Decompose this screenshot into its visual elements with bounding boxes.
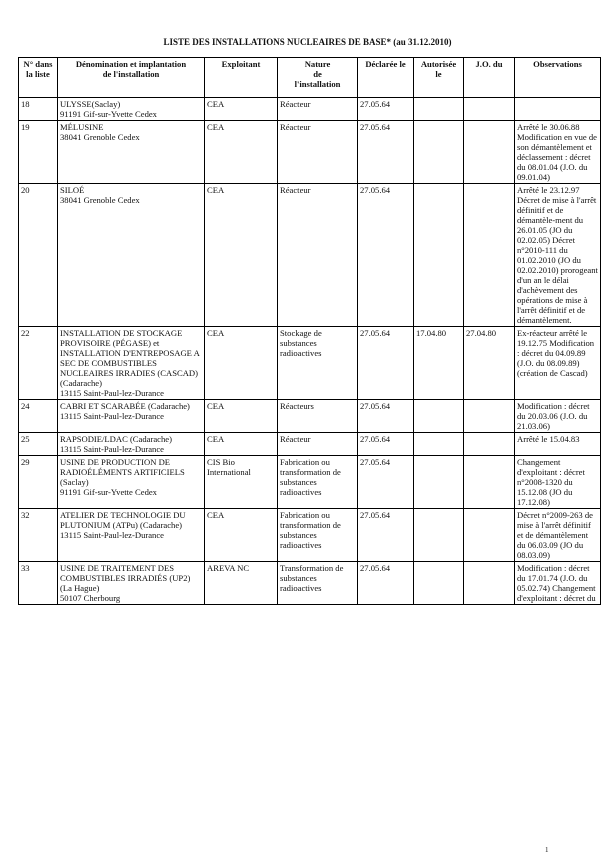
- cell-num: 29: [19, 456, 58, 509]
- cell-autorisee: [414, 509, 464, 562]
- table-row: [19, 433, 601, 456]
- cell-declaree: 27.05.64: [358, 456, 414, 509]
- table-body: [19, 98, 601, 605]
- table-row: [19, 400, 601, 433]
- cell-denomination: RAPSODIE/LDAC (Cadarache) 13115 Saint-Paul-lez-Durance: [58, 433, 205, 456]
- table-row: [19, 98, 601, 121]
- table-row: [19, 184, 601, 327]
- cell-observations: Modification : décret du 17.01.74 (J.O. du 05.02.74) Changement d'exploitant : décret du: [515, 562, 601, 605]
- cell-nature: Réacteur: [278, 184, 358, 327]
- cell-observations: Arrêté le 23.12.97 Décret de mise à l'arrêt définitif et de démantèle-ment du 26.01.05 (JO du 02.02.05) Décret n°2010-111 du 01.02.2010 (JO du 02.02.2010) prorogeant d'un an le délai d'achèvement des opérations de mise à l'arrêt définitif et de démantèlement.: [515, 184, 601, 327]
- header-declaree: Déclarée le: [358, 58, 414, 98]
- header-nature: Nature de l'installation: [278, 58, 358, 98]
- cell-observations: Modification : décret du 20.03.06 (J.O. du 21.03.06): [515, 400, 601, 433]
- cell-observations: Arrêté le 15.04.83: [515, 433, 601, 456]
- cell-declaree: 27.05.64: [358, 400, 414, 433]
- cell-autorisee: [414, 98, 464, 121]
- installations-table: [18, 57, 601, 605]
- cell-num: 25: [19, 433, 58, 456]
- header-exploitant: Exploitant: [205, 58, 278, 98]
- cell-denomination: INSTALLATION DE STOCKAGE PROVISOIRE (PÉGASE) et INSTALLATION D'ENTREPOSAGE A SEC DE COMBUSTIBLES NUCLEAIRES IRRADIES (CASCAD) (Cadarache) 13115 Saint-Paul-lez-Durance: [58, 327, 205, 400]
- cell-num: 24: [19, 400, 58, 433]
- table-row: [19, 327, 601, 400]
- cell-denomination: ULYSSE(Saclay) 91191 Gif-sur-Yvette Cedex: [58, 98, 205, 121]
- page-title: LISTE DES INSTALLATIONS NUCLEAIRES DE BASE* (au 31.12.2010): [163, 37, 452, 47]
- cell-exploitant: CEA: [205, 509, 278, 562]
- cell-observations: Décret n°2009-263 de mise à l'arrêt définitif et de démantèlement du 06.03.09 (JO du 08.03.09): [515, 509, 601, 562]
- header-jo: J.O. du: [464, 58, 515, 98]
- cell-num: 20: [19, 184, 58, 327]
- cell-autorisee: [414, 433, 464, 456]
- header-denomination: Dénomination et implantation de l'installation: [58, 58, 205, 98]
- cell-denomination: CABRI ET SCARABÉE (Cadarache) 13115 Saint-Paul-lez-Durance: [58, 400, 205, 433]
- page-number: 1: [545, 846, 549, 854]
- cell-nature: Réacteur: [278, 98, 358, 121]
- cell-declaree: 27.05.64: [358, 184, 414, 327]
- cell-jo: [464, 456, 515, 509]
- cell-denomination: SILOÉ 38041 Grenoble Cedex: [58, 184, 205, 327]
- cell-declaree: 27.05.64: [358, 327, 414, 400]
- cell-nature: Fabrication ou transformation de substances radioactives: [278, 456, 358, 509]
- cell-jo: [464, 400, 515, 433]
- header-observations: Observations: [515, 58, 601, 98]
- cell-autorisee: [414, 400, 464, 433]
- cell-observations: Arrêté le 30.06.88 Modification en vue de son démantèlement et déclassement : décret du 08.01.04 (J.O. du 09.01.04): [515, 121, 601, 184]
- cell-observations: Ex-réacteur arrêté le 19.12.75 Modification : décret du 04.09.89 (J.O. du 08.09.89) (création de Cascad): [515, 327, 601, 400]
- cell-nature: Réacteur: [278, 433, 358, 456]
- cell-jo: 27.04.80: [464, 327, 515, 400]
- cell-denomination: ATELIER DE TECHNOLOGIE DU PLUTONIUM (ATPu) (Cadarache) 13115 Saint-Paul-lez-Durance: [58, 509, 205, 562]
- cell-num: 18: [19, 98, 58, 121]
- header-autorisee: Autorisée le: [414, 58, 464, 98]
- cell-declaree: 27.05.64: [358, 433, 414, 456]
- cell-nature: Stockage de substances radioactives: [278, 327, 358, 400]
- cell-exploitant: CEA: [205, 121, 278, 184]
- table-row: [19, 509, 601, 562]
- cell-jo: [464, 121, 515, 184]
- cell-autorisee: [414, 456, 464, 509]
- cell-autorisee: [414, 184, 464, 327]
- cell-observations: [515, 98, 601, 121]
- cell-exploitant: CEA: [205, 98, 278, 121]
- table-row: [19, 121, 601, 184]
- cell-nature: Réacteur: [278, 121, 358, 184]
- cell-declaree: 27.05.64: [358, 562, 414, 605]
- cell-declaree: 27.05.64: [358, 98, 414, 121]
- cell-exploitant: CEA: [205, 400, 278, 433]
- cell-num: 33: [19, 562, 58, 605]
- cell-jo: [464, 98, 515, 121]
- cell-denomination: MÉLUSINE 38041 Grenoble Cedex: [58, 121, 205, 184]
- cell-exploitant: AREVA NC: [205, 562, 278, 605]
- cell-nature: Réacteurs: [278, 400, 358, 433]
- cell-denomination: USINE DE PRODUCTION DE RADIOÉLÉMENTS ARTIFICIELS (Saclay) 91191 Gif-sur-Yvette Cedex: [58, 456, 205, 509]
- cell-jo: [464, 184, 515, 327]
- cell-exploitant: CEA: [205, 327, 278, 400]
- cell-autorisee: 17.04.80: [414, 327, 464, 400]
- cell-declaree: 27.05.64: [358, 509, 414, 562]
- cell-num: 22: [19, 327, 58, 400]
- cell-num: 32: [19, 509, 58, 562]
- cell-autorisee: [414, 562, 464, 605]
- cell-declaree: 27.05.64: [358, 121, 414, 184]
- header-num: N° dans la liste: [19, 58, 58, 98]
- cell-num: 19: [19, 121, 58, 184]
- cell-denomination: USINE DE TRAITEMENT DES COMBUSTIBLES IRRADIÉS (UP2) (La Hague) 50107 Cherbourg: [58, 562, 205, 605]
- table-row: [19, 562, 601, 605]
- table-row: [19, 456, 601, 509]
- cell-nature: Fabrication ou transformation de substances radioactives: [278, 509, 358, 562]
- cell-exploitant: CIS Bio International: [205, 456, 278, 509]
- cell-observations: Changement d'exploitant : décret n°2008-1320 du 15.12.08 (JO du 17.12.08): [515, 456, 601, 509]
- table-header-row: [19, 58, 601, 98]
- cell-nature: Transformation de substances radioactives: [278, 562, 358, 605]
- cell-exploitant: CEA: [205, 433, 278, 456]
- cell-jo: [464, 562, 515, 605]
- cell-jo: [464, 509, 515, 562]
- cell-exploitant: CEA: [205, 184, 278, 327]
- cell-autorisee: [414, 121, 464, 184]
- cell-jo: [464, 433, 515, 456]
